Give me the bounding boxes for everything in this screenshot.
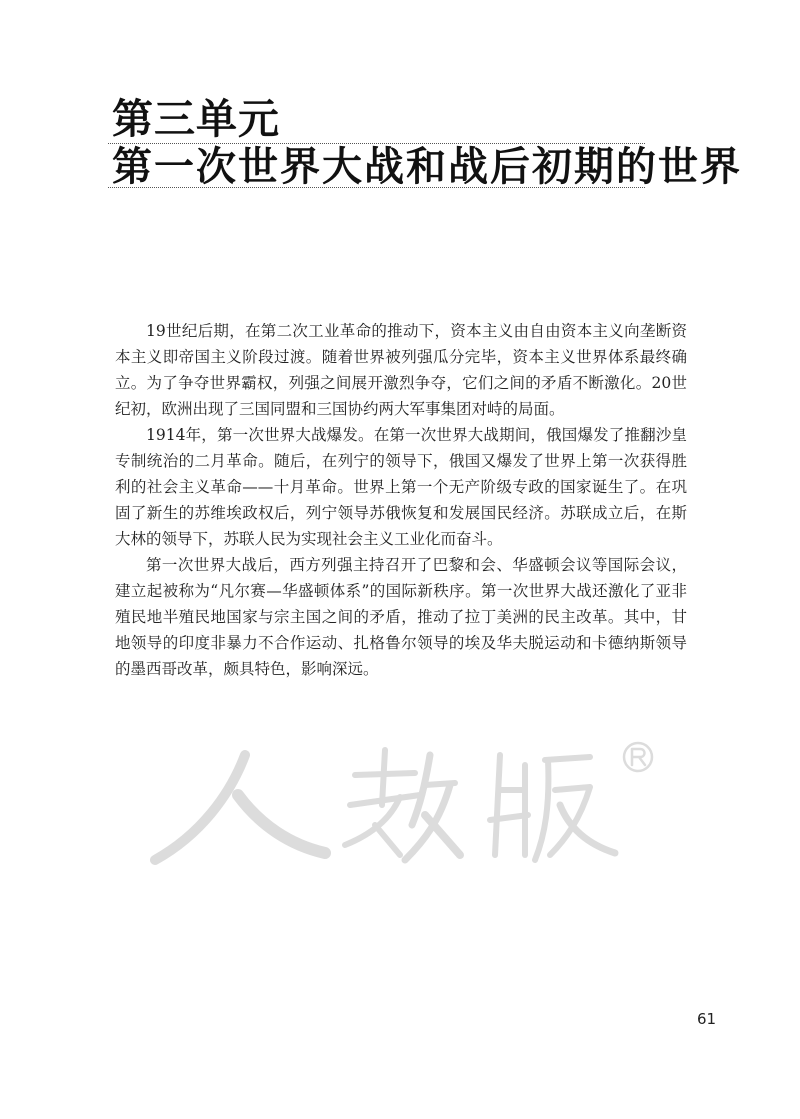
unit-introduction: [115, 318, 687, 682]
intro-paragraph-2: 1914年，第一次世界大战爆发。在第一次世界大战期间，俄国爆发了推翻沙皇专制统治的二月革命。随后，在列宁的领导下，俄国又爆发了世界上第一次获得胜利的社会主义革命——十月革命。世界上第一个无产阶级专政的国家诞生了。在巩固了新生的苏维埃政权后，列宁领导苏俄恢复和发展国民经济。苏联成立后，在斯大林的领导下，苏联人民为实现社会主义工业化而奋斗。: [115, 426, 687, 548]
intro-paragraph-3: 第一次世界大战后，西方列强主持召开了巴黎和会、华盛顿会议等国际会议，建立起被称为“凡尔赛—华盛顿体系”的国际新秩序。第一次世界大战还激化了亚非殖民地半殖民地国家与宗主国之间的矛盾，推动了拉丁美洲的民主改革。其中，甘地领导的印度非暴力不合作运动、扎格鲁尔领导的埃及华夫脱运动和卡德纳斯领导的墨西哥改革，颇具特色，影响深远。: [115, 556, 687, 678]
intro-paragraph-1: 19世纪后期，在第二次工业革命的推动下，资本主义由自由资本主义向垄断资本主义即帝国主义阶段过渡。随着世界被列强瓜分完毕，资本主义世界体系最终确立。为了争夺世界霸权，列强之间展开激烈争夺，它们之间的矛盾不断激化。20世纪初，欧洲出现了三国同盟和三国协约两大军事集团对峙的局面。: [115, 322, 687, 418]
page-number: 61: [697, 1010, 717, 1028]
heading-divider-bottom: [108, 187, 645, 188]
unit-label: 第三单元: [112, 95, 280, 143]
heading-divider-top: [108, 143, 645, 144]
publisher-watermark-logo: [150, 735, 670, 875]
unit-title: 第一次世界大战和战后初期的世界: [112, 143, 742, 190]
